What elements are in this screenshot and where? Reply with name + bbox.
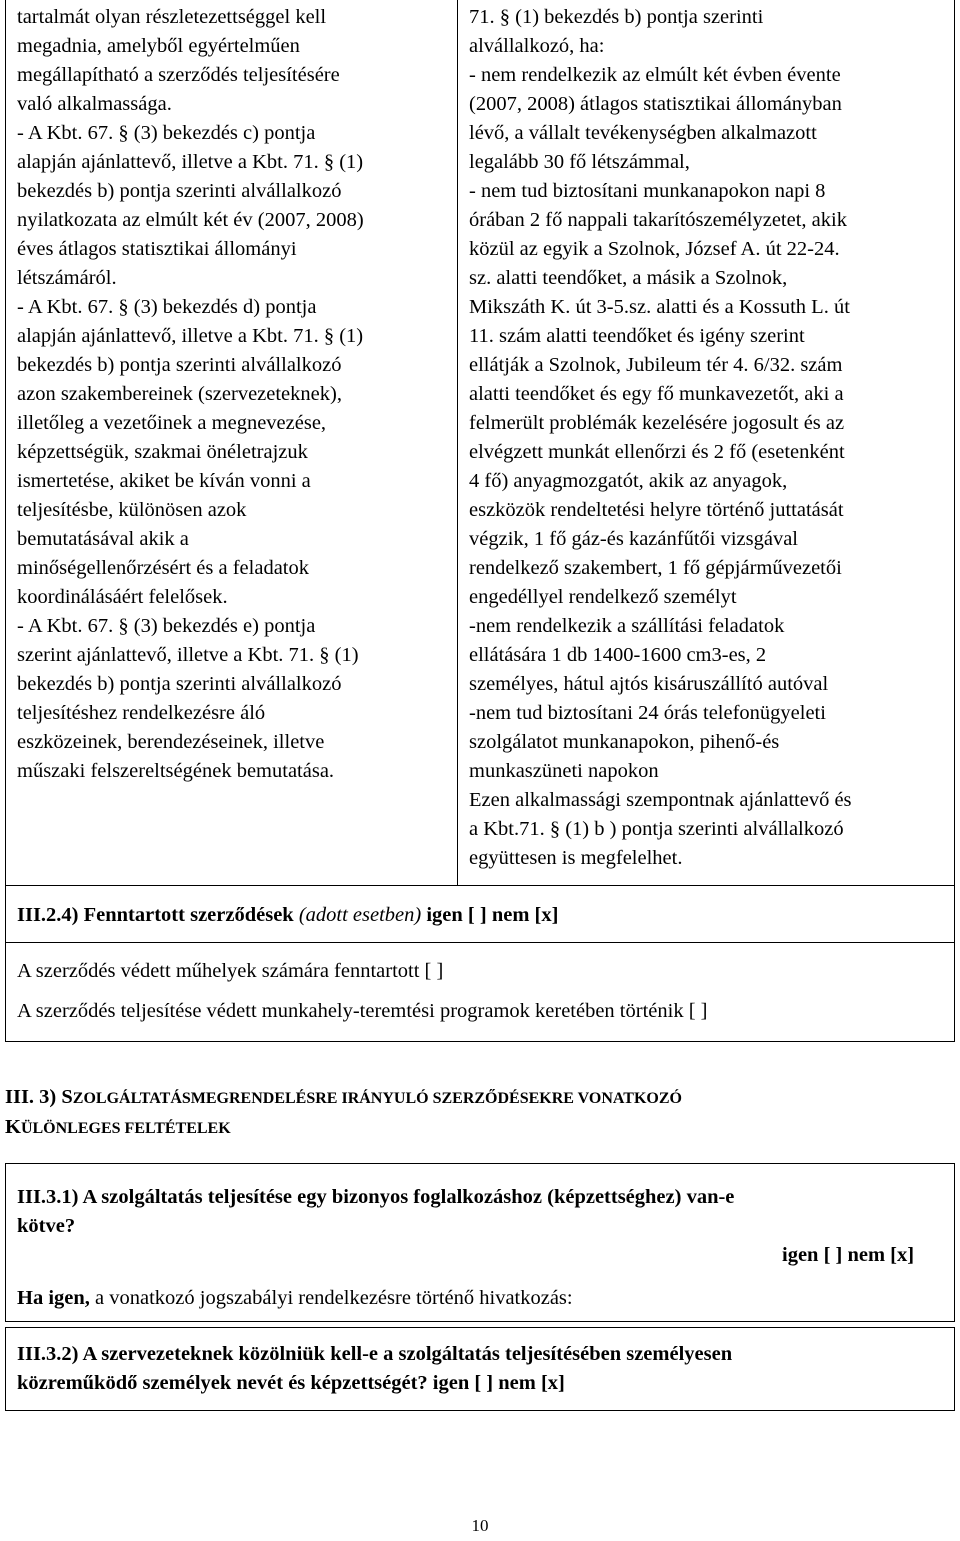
text-line: megadnia, amelyből egyértelműen bbox=[17, 35, 300, 57]
text-line: közül az egyik a Szolnok, József A. út 22-24. bbox=[469, 238, 840, 260]
text-line: tartalmát olyan részletezettséggel kell bbox=[17, 6, 327, 28]
text-line: a Kbt.71. § (1) b ) pontja szerinti alvállalkozó bbox=[469, 818, 844, 840]
text-line: nyilatkozata az elmúlt két év (2007, 2008) bbox=[17, 209, 364, 231]
question-answer: igen [ ] nem [x] bbox=[782, 1244, 915, 1266]
text-line: - nem rendelkezik az elmúlt két évben évente bbox=[469, 64, 841, 86]
text-line: ellátják a Szolnok, Jubileum tér 4. 6/32. szám bbox=[469, 354, 843, 376]
question-line: közreműködő személyek nevét és képzettségét? igen [ ] nem [x] bbox=[17, 1372, 565, 1394]
text-line: sz. alatti teendőket, a másik a Szolnok, bbox=[469, 267, 788, 289]
text-line: személyes, hátul ajtós kisáruszállító autóval bbox=[469, 673, 829, 695]
text-line: bemutatásával akik a bbox=[17, 528, 189, 550]
text-line: lévő, a vállalt tevékenységben alkalmazott bbox=[469, 122, 817, 144]
text-line: ismertetése, akiket be kíván vonni a bbox=[17, 470, 311, 492]
reserved-contracts-title bbox=[17, 901, 558, 930]
legal-reference-label: Ha igen, bbox=[17, 1287, 90, 1309]
left-column-text bbox=[17, 3, 453, 786]
right-column-text bbox=[469, 3, 955, 873]
text-line: megállapítható a szerződés teljesítésére bbox=[17, 64, 340, 86]
reserved-contracts-label: III.2.4) Fenntartott szerződések bbox=[17, 904, 294, 926]
text-line: 71. § (1) bekezdés b) pontja szerinti bbox=[469, 6, 764, 28]
text-line: alvállalkozó, ha: bbox=[469, 35, 605, 57]
column-divider bbox=[457, 0, 458, 886]
text-line: -nem rendelkezik a szállítási feladatok bbox=[469, 615, 785, 637]
sheltered-workshop-statement: A szerződés védett műhelyek számára fenntartott [ ] bbox=[17, 960, 444, 982]
question-text bbox=[17, 1183, 947, 1241]
separator-line bbox=[5, 942, 955, 943]
text-line: -nem tud biztosítani 24 órás telefonügyeleti bbox=[469, 702, 826, 724]
reserved-contracts-answer: igen [ ] nem [x] bbox=[426, 904, 559, 926]
text-line: bekezdés b) pontja szerinti alvállalkozó bbox=[17, 354, 342, 376]
text-line: teljesítéshez rendelkezésre áló bbox=[17, 702, 266, 724]
text-line: teljesítésbe, különösen azok bbox=[17, 499, 247, 521]
text-line: műszaki felszereltségének bemutatása. bbox=[17, 760, 335, 782]
question-line: III.3.2) A szervezeteknek közölniük kell-e a szolgáltatás teljesítésében személyesen bbox=[17, 1343, 733, 1365]
text-line: ellátására 1 db 1400-1600 cm3-es, 2 bbox=[469, 644, 767, 666]
text-line: 11. szám alatti teendőket és igény szerint bbox=[469, 325, 805, 347]
text-line: képzettségük, szakmai önéletrajzuk bbox=[17, 441, 308, 463]
text-line: órában 2 fő nappali takarítószemélyzetet, akik bbox=[469, 209, 847, 231]
text-line: illetőleg a vezetőinek a megnevezése, bbox=[17, 412, 327, 434]
text-line: alapján ajánlattevő, illetve a Kbt. 71. § (1) bbox=[17, 325, 364, 347]
text-line: éves átlagos statisztikai állományi bbox=[17, 238, 297, 260]
section-heading bbox=[5, 1083, 682, 1143]
text-line: Mikszáth K. út 3-5.sz. alatti és a Kossuth L. út bbox=[469, 296, 850, 318]
text-line: bekezdés b) pontja szerinti alvállalkozó bbox=[17, 673, 342, 695]
text-line: munkaszüneti napokon bbox=[469, 760, 659, 782]
text-line: - nem tud biztosítani munkanapokon napi 8 bbox=[469, 180, 826, 202]
question-text bbox=[17, 1340, 947, 1398]
text-line: elvégzett munkát ellenőrzi és 2 fő (esetenként bbox=[469, 441, 845, 463]
text-line: - A Kbt. 67. § (3) bekezdés e) pontja bbox=[17, 615, 316, 637]
text-line: eszközeinek, berendezéseinek, illetve bbox=[17, 731, 325, 753]
section-title-rest: ZOLGÁLTATÁSMEGRENDELÉSRE IRÁNYULÓ SZERZŐDÉSEKRE VONATKOZÓ bbox=[72, 1090, 682, 1107]
text-line: felmerült problémák kezelésére jogosult és az bbox=[469, 412, 845, 434]
text-line: szolgálatot munkanapokon, pihenő-és bbox=[469, 731, 780, 753]
text-line: bekezdés b) pontja szerinti alvállalkozó bbox=[17, 180, 342, 202]
legal-reference-line bbox=[17, 1284, 573, 1313]
text-line: legalább 30 fő létszámmal, bbox=[469, 151, 690, 173]
text-line: alapján ajánlattevő, illetve a Kbt. 71. § (1) bbox=[17, 151, 364, 173]
text-line: végzik, 1 fő gáz-és kazánfűtői vizsgával bbox=[469, 528, 799, 550]
section-title-initial: K bbox=[5, 1116, 21, 1138]
text-line: 4 fő) anyagmozgatót, akik az anyagok, bbox=[469, 470, 788, 492]
text-line: - A Kbt. 67. § (3) bekezdés c) pontja bbox=[17, 122, 316, 144]
text-line: együttesen is megfelelhet. bbox=[469, 847, 683, 869]
text-line: szerint ajánlattevő, illetve a Kbt. 71. § (1) bbox=[17, 644, 359, 666]
text-line: azon szakembereinek (szervezeteknek), bbox=[17, 383, 342, 405]
text-line: minőségellenőrzésért és a feladatok bbox=[17, 557, 309, 579]
text-line: Ezen alkalmassági szempontnak ajánlattevő és bbox=[469, 789, 852, 811]
text-line: (2007, 2008) átlagos statisztikai állományban bbox=[469, 93, 842, 115]
question-line: kötve? bbox=[17, 1215, 76, 1237]
section-title-rest: ÜLÖNLEGES FELTÉTELEK bbox=[20, 1120, 231, 1137]
text-line: eszközök rendeltetési helyre történő juttatását bbox=[469, 499, 844, 521]
section-number: III. 3) bbox=[5, 1086, 57, 1108]
sheltered-program-statement: A szerződés teljesítése védett munkahely-teremtési programok keretében történik [ ] bbox=[17, 1000, 708, 1022]
text-line: alatti teendőket és egy fő munkavezetőt, aki a bbox=[469, 383, 844, 405]
reserved-contracts-note: (adott esetben) bbox=[298, 904, 422, 926]
section-title-initial: S bbox=[61, 1086, 73, 1108]
text-line: engedéllyel rendelkező személyt bbox=[469, 586, 737, 608]
text-line: létszámáról. bbox=[17, 267, 117, 289]
text-line: rendelkező szakembert, 1 fő gépjárművezetői bbox=[469, 557, 842, 579]
legal-reference-text: a vonatkozó jogszabályi rendelkezésre történő hivatkozás: bbox=[95, 1287, 573, 1309]
text-line: - A Kbt. 67. § (3) bekezdés d) pontja bbox=[17, 296, 317, 318]
text-line: való alkalmassága. bbox=[17, 93, 172, 115]
question-line: III.3.1) A szolgáltatás teljesítése egy bizonyos foglalkozáshoz (képzettséghez) van-e bbox=[17, 1186, 735, 1208]
text-line: koordinálásáért felelősek. bbox=[17, 586, 228, 608]
page-number: 10 bbox=[471, 1516, 489, 1535]
